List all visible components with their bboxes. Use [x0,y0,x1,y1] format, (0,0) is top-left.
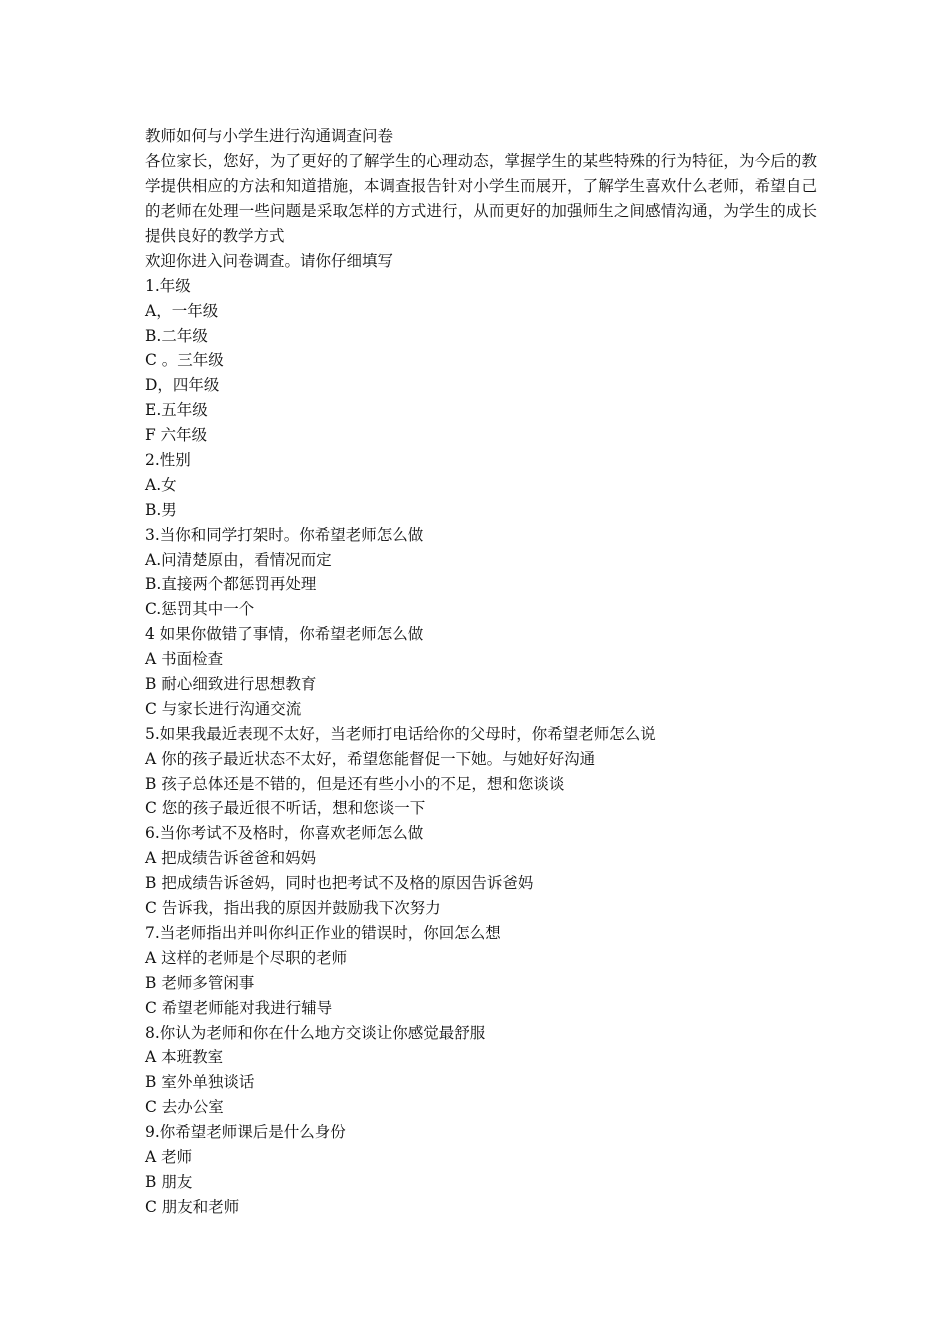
question-text: 6.当你考试不及格时，你喜欢老师怎么做 [145,824,424,843]
answer-option: B 朋友 [145,1172,193,1191]
answer-option: C 告诉我，指出我的原因并鼓励我下次努力 [145,899,441,918]
question-text: 7.当老师指出并叫你纠正作业的错误时，你回怎么想 [145,923,501,942]
question-block [145,921,817,1021]
answer-option: C 您的孩子最近很不听话，想和您谈一下 [145,799,426,818]
question-block [145,1120,817,1220]
question-block [145,722,817,822]
answer-option: B 把成绩告诉爸妈，同时也把考试不及格的原因告诉爸妈 [145,874,534,893]
answer-option: A 本班教室 [145,1048,224,1067]
answer-option: B 室外单独谈话 [145,1073,255,1092]
answer-option: A 这样的老师是个尽职的老师 [145,948,348,967]
question-text: 4 如果你做错了事情，你希望老师怎么做 [145,625,424,644]
answer-option: A 书面检查 [145,650,224,669]
question-block [145,523,817,623]
answer-option: C 。三年级 [145,351,224,370]
answer-option: A 老师 [145,1147,193,1166]
answer-option: C 希望老师能对我进行辅导 [145,998,333,1017]
answer-option: B.男 [145,500,177,519]
intro-paragraph: 各位家长，您好，为了更好的了解学生的心理动态，掌握学生的某些特殊的行为特征，为今后的教学提供相应的方法和知道措施，本调查报告针对小学生而展开，了解学生喜欢什么老师，希望自己的老师在处理一些问题是采取怎样的方式进行，从而更好的加强师生之间感情沟通，为学生的成长提供良好的教学方式 [145,151,817,245]
question-block [145,448,817,523]
answer-option: C 去办公室 [145,1098,224,1117]
question-block [145,1021,817,1121]
document-body [145,124,817,1220]
question-text: 3.当你和同学打架时。你希望老师怎么做 [145,525,424,544]
answer-option: A 把成绩告诉爸爸和妈妈 [145,849,317,868]
question-text: 2.性别 [145,451,191,470]
answer-option: C 朋友和老师 [145,1197,240,1216]
answer-option: C 与家长进行沟通交流 [145,699,302,718]
question-block [145,622,817,722]
question-block [145,821,817,921]
answer-option: E.五年级 [145,401,208,420]
welcome-text: 欢迎你进入问卷调查。请你仔细填写 [145,251,394,270]
question-block [145,274,817,448]
answer-option: D，四年级 [145,376,220,395]
question-text: 1.年级 [145,276,191,295]
question-list [145,274,817,1220]
answer-option: F 六年级 [145,426,208,445]
document-title: 教师如何与小学生进行沟通调查问卷 [145,127,394,145]
answer-option: B 耐心细致进行思想教育 [145,675,317,694]
answer-option: B 孩子总体还是不错的，但是还有些小小的不足，想和您谈谈 [145,774,565,793]
answer-option: B.二年级 [145,326,208,345]
question-text: 9.你希望老师课后是什么身份 [145,1123,346,1142]
answer-option: A，一年级 [145,301,219,320]
question-text: 8.你认为老师和你在什么地方交谈让你感觉最舒服 [145,1023,486,1042]
answer-option: A.女 [145,475,177,494]
answer-option: A.问清楚原由，看情况而定 [145,550,332,569]
answer-option: B 老师多管闲事 [145,973,255,992]
answer-option: B.直接两个都惩罚再处理 [145,575,317,594]
answer-option: C.惩罚其中一个 [145,600,255,619]
question-text: 5.如果我最近表现不太好，当老师打电话给你的父母时，你希望老师怎么说 [145,724,656,743]
answer-option: A 你的孩子最近状态不太好，希望您能督促一下她。与她好好沟通 [145,749,596,768]
